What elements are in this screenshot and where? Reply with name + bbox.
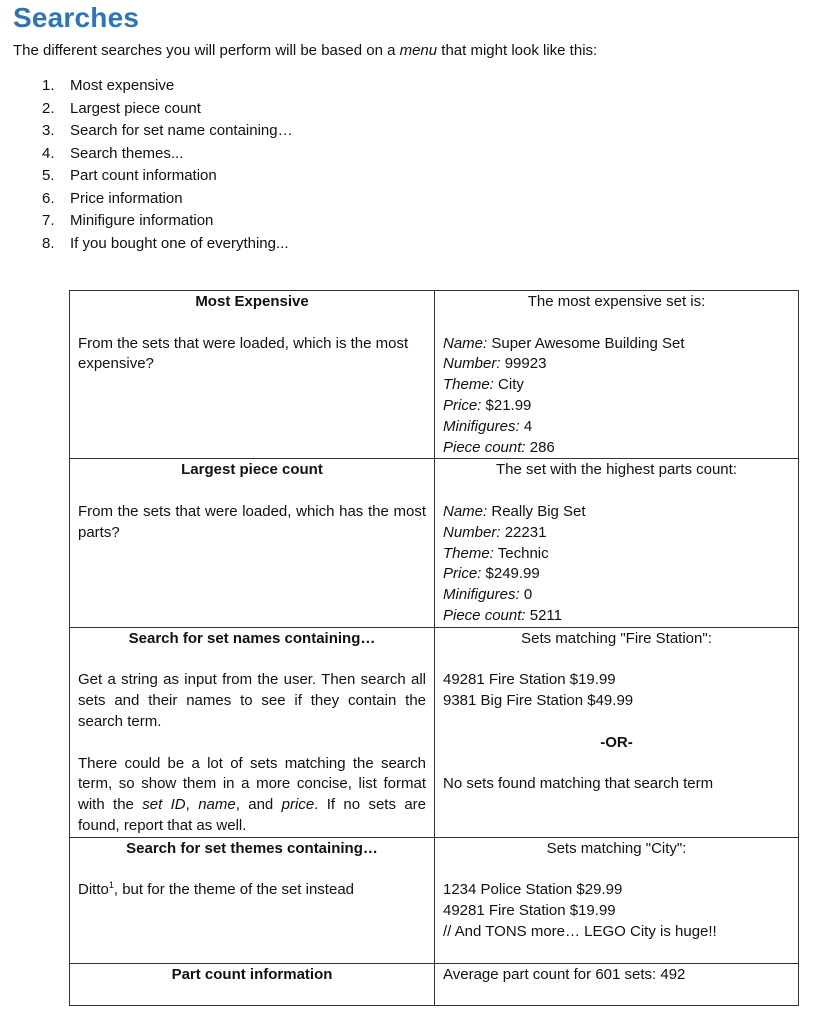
row-title: Part count information: [171, 965, 333, 983]
field-label: Minifigures:: [443, 586, 520, 604]
field-value: Really Big Set: [491, 502, 586, 520]
set-field-theme: [443, 544, 790, 565]
list-label: If you bought one of everything...: [70, 234, 289, 252]
set-field-name: [443, 502, 790, 523]
spacer: [443, 712, 790, 733]
row-title: Search for set themes containing…: [126, 839, 378, 857]
list-item: [42, 143, 293, 166]
field-label: Number:: [443, 523, 501, 541]
detail-text: . If no sets are found, report that as well.: [78, 796, 427, 834]
detail-text: ,: [185, 796, 199, 814]
intro-paragraph: [13, 42, 597, 59]
list-label: Minifigure information: [70, 212, 214, 229]
ditto-text: Ditto: [78, 881, 109, 899]
table-cell-example: [435, 459, 799, 627]
field-value: $21.99: [485, 396, 532, 414]
detail-text: There could be a lot of sets matching the search term, so show them in a more concise, list format with the: [78, 754, 426, 814]
field-label: Minifigures:: [443, 417, 520, 435]
field-label: Number:: [443, 355, 501, 373]
row-description-detail: [78, 754, 426, 837]
row-description: From the sets that were loaded, which is the most expensive?: [78, 334, 409, 373]
result-line: Average part count for 601 sets: 492: [443, 965, 686, 983]
list-label: Most expensive: [70, 77, 175, 94]
result-line: 1234 Police Station $29.99: [443, 881, 623, 899]
list-label: Largest piece count: [70, 99, 201, 117]
table-cell-description: [70, 291, 435, 459]
no-results-message: No sets found matching that search term: [443, 775, 714, 793]
table-row: [70, 459, 799, 627]
field-value: 99923: [504, 355, 547, 373]
field-label: Name:: [443, 502, 488, 520]
result-line: 49281 Fire Station $19.99: [443, 671, 616, 689]
list-item: [42, 188, 293, 211]
list-number: 8.: [42, 234, 55, 252]
detail-text: , and: [235, 796, 282, 814]
result-title: The most expensive set is:: [527, 293, 706, 310]
list-label: Part count information: [70, 167, 217, 184]
field-label: Theme:: [443, 544, 494, 562]
list-number: 5.: [42, 167, 55, 184]
table-cell-description: [70, 627, 435, 837]
list-label: Search for set name containing…: [70, 122, 293, 139]
result-title: Sets matching "City":: [546, 839, 687, 857]
table-cell-example: [435, 837, 799, 963]
table-cell-example: [435, 627, 799, 837]
spacer: [78, 733, 426, 754]
field-label: Price:: [443, 396, 482, 414]
description-text: , but for the theme of the set instead: [113, 881, 355, 899]
row-title: Largest piece count: [181, 461, 323, 479]
menu-list: [42, 75, 293, 255]
field-value: 0: [523, 586, 533, 604]
field-label: Price:: [443, 565, 482, 583]
field-value: Super Awesome Building Set: [491, 334, 685, 352]
list-number: 2.: [42, 99, 55, 117]
result-title: Sets matching "Fire Station":: [521, 629, 712, 647]
list-number: 3.: [42, 122, 55, 139]
detail-emphasis: name: [198, 796, 236, 814]
set-field-price: [443, 564, 790, 585]
set-field-pieces: [443, 606, 790, 627]
set-field-number: [443, 354, 790, 375]
result-line: 49281 Fire Station $19.99: [443, 902, 616, 920]
list-item: [42, 75, 293, 98]
table-row: [70, 837, 799, 963]
detail-emphasis: set ID: [142, 796, 186, 814]
footnote-marker: 1: [108, 880, 114, 891]
spacer: [443, 754, 790, 775]
intro-text-after: that might look like this:: [437, 42, 598, 59]
list-number: 1.: [42, 77, 55, 94]
row-title: Search for set names containing…: [128, 629, 376, 647]
intro-text-before: The different searches you will perform will be based on a: [13, 42, 400, 59]
field-label: Theme:: [443, 376, 494, 394]
table-row: [70, 963, 799, 1005]
list-item: [42, 120, 293, 143]
field-label: Piece count:: [443, 606, 526, 624]
result-line: // And TONS more… LEGO City is huge!!: [443, 922, 717, 940]
set-field-minifigures: [443, 417, 790, 438]
table-cell-description: [70, 837, 435, 963]
field-label: Name:: [443, 334, 488, 352]
field-value: 286: [529, 438, 555, 456]
table-cell-description: [70, 459, 435, 627]
row-description: [78, 880, 426, 901]
or-separator: -OR-: [600, 733, 633, 751]
field-value: 5211: [529, 606, 562, 624]
detail-emphasis: price: [281, 796, 315, 814]
page-title: Searches: [13, 2, 140, 33]
field-value: City: [498, 376, 524, 394]
search-spec-table: [69, 290, 799, 1006]
list-item: [42, 233, 293, 256]
list-item: [42, 165, 293, 188]
table-cell-description: [70, 963, 435, 1005]
result-line: 9381 Big Fire Station $49.99: [443, 692, 634, 710]
table-cell-example: [435, 291, 799, 459]
row-title: Most Expensive: [195, 293, 309, 310]
result-title: The set with the highest parts count:: [496, 461, 737, 479]
list-label: Price information: [70, 189, 183, 207]
list-number: 7.: [42, 212, 55, 229]
list-number: 4.: [42, 144, 55, 162]
set-field-pieces: [443, 438, 790, 459]
list-number: 6.: [42, 189, 55, 207]
row-description: Get a string as input from the user. Then search all sets and their names to see if they contain the search term.: [78, 671, 426, 730]
set-field-theme: [443, 375, 790, 396]
table-row: [70, 291, 799, 459]
set-field-name: [443, 334, 790, 355]
field-value: Technic: [497, 544, 549, 562]
set-field-price: [443, 396, 790, 417]
row-description: From the sets that were loaded, which has the most parts?: [78, 502, 426, 541]
list-item: [42, 210, 293, 233]
field-value: 22231: [504, 523, 547, 541]
field-value: 4: [523, 417, 533, 435]
set-field-number: [443, 523, 790, 544]
intro-emphasis: menu: [399, 42, 438, 59]
list-label: Search themes...: [70, 144, 184, 162]
field-label: Piece count:: [443, 438, 526, 456]
set-field-minifigures: [443, 585, 790, 606]
list-item: [42, 98, 293, 121]
table-cell-example: [435, 963, 799, 1005]
field-value: $249.99: [485, 565, 540, 583]
table-row: [70, 627, 799, 837]
